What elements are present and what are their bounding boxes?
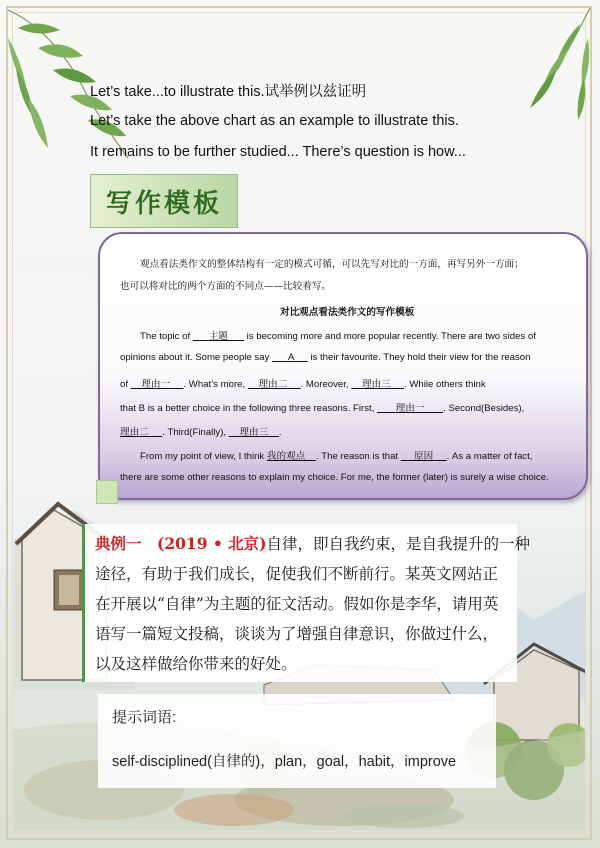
text-segment: From my point of view, I think bbox=[140, 451, 265, 462]
example-box bbox=[82, 524, 531, 682]
example-line-5: 以及这样做给你带来的好处。 bbox=[95, 655, 297, 673]
example-line-4: 语写一篇短文投稿，谈谈为了增强自律意识，你做过什么， bbox=[95, 625, 499, 643]
text-segment: The topic of bbox=[140, 331, 191, 342]
blank-b-reason-2 bbox=[120, 427, 162, 438]
blank-text: 理由二 bbox=[120, 427, 149, 438]
example-text: 自律，即自我约束，是自我提升的一种 bbox=[266, 535, 531, 553]
blank-reason-3 bbox=[351, 379, 404, 390]
text-segment: . As a matter of fact, bbox=[446, 451, 533, 462]
text-segment: . bbox=[278, 427, 282, 438]
template-title: 对比观点看法类作文的写作模板 bbox=[280, 307, 415, 318]
blank-topic bbox=[193, 331, 244, 342]
blank-text: 原因 bbox=[414, 451, 434, 462]
text-segment: that B is a better choice in the following three reasons. First, bbox=[120, 403, 375, 414]
intro-line-3: It remains to be further studied... There’s question is how... bbox=[90, 144, 466, 160]
template-box bbox=[98, 232, 588, 500]
blank-text: 主题 bbox=[208, 331, 228, 342]
template-line-7: there are some other reasons to explain my choice. For me, the former (later) is surely a wise choice. bbox=[120, 472, 549, 483]
blank-reason bbox=[401, 451, 447, 462]
blank-a bbox=[272, 352, 308, 363]
intro-line-2: Let’s take the above chart as an example to illustrate this. bbox=[90, 113, 459, 129]
willow-leaves-right bbox=[500, 8, 592, 128]
example-line-2: 途径，有助于我们成长，促使我们不断前行。某英文网站正 bbox=[95, 565, 499, 583]
text-segment: of bbox=[120, 379, 129, 390]
hint-title: 提示词语: bbox=[112, 709, 177, 726]
text-segment: opinions about it. Some people say bbox=[120, 352, 270, 363]
blank-text: 理由三 bbox=[361, 379, 391, 390]
text-segment: . Second(Besides), bbox=[443, 403, 525, 414]
blank-reason-1 bbox=[131, 379, 184, 390]
blank-text: 理由一 bbox=[395, 403, 425, 414]
template-line-2 bbox=[120, 352, 530, 363]
decorative-tab bbox=[96, 480, 118, 504]
template-intro-2: 也可以将对比的两个方面的不同点——比较着写。 bbox=[120, 281, 332, 292]
blank-b-reason-3 bbox=[229, 427, 279, 438]
intro-line-1: Let’s take...to illustrate this.试举例以兹证明 bbox=[90, 84, 367, 100]
text-segment: . Third(Finally), bbox=[162, 427, 227, 438]
example-tag: 典例一 (2019 • 北京) bbox=[95, 534, 267, 553]
template-line-3 bbox=[120, 376, 486, 390]
template-intro-1: 观点看法类作文的整体结构有一定的模式可循，可以先写对比的一方面，再写另外一方面； bbox=[140, 259, 524, 270]
hint-words: self-disciplined(自律的)，plan，goal，habit，improve bbox=[112, 754, 457, 770]
text-segment: . While others think bbox=[404, 379, 486, 390]
hint-box bbox=[98, 694, 496, 788]
text-segment: . Moreover, bbox=[300, 379, 349, 390]
blank-b-reason-1 bbox=[377, 403, 443, 414]
blank-text: 我的观点 bbox=[266, 451, 306, 462]
template-line-1 bbox=[140, 328, 536, 342]
blank-my-view bbox=[267, 451, 316, 462]
template-line-4 bbox=[120, 400, 524, 414]
template-label: 写作模板 bbox=[90, 174, 238, 228]
example-line-1 bbox=[95, 532, 530, 554]
text-segment: is their favourite. They hold their view for the reason bbox=[310, 352, 531, 363]
text-segment: . What’s more, bbox=[183, 379, 246, 390]
blank-text: 理由一 bbox=[141, 379, 171, 390]
text-segment: is becoming more and more popular recently. There are two sides of bbox=[246, 331, 536, 342]
template-line-6 bbox=[140, 448, 532, 462]
text-segment: . The reason is that bbox=[315, 451, 399, 462]
blank-text: 理由三 bbox=[239, 427, 269, 438]
blank-reason-2 bbox=[248, 379, 301, 390]
blank-text: 理由二 bbox=[258, 379, 288, 390]
example-line-3: 在开展以“自律”为主题的征文活动。假如你是李华，请用英 bbox=[95, 595, 499, 613]
blank-text: A bbox=[288, 352, 295, 363]
template-line-5 bbox=[120, 424, 282, 438]
